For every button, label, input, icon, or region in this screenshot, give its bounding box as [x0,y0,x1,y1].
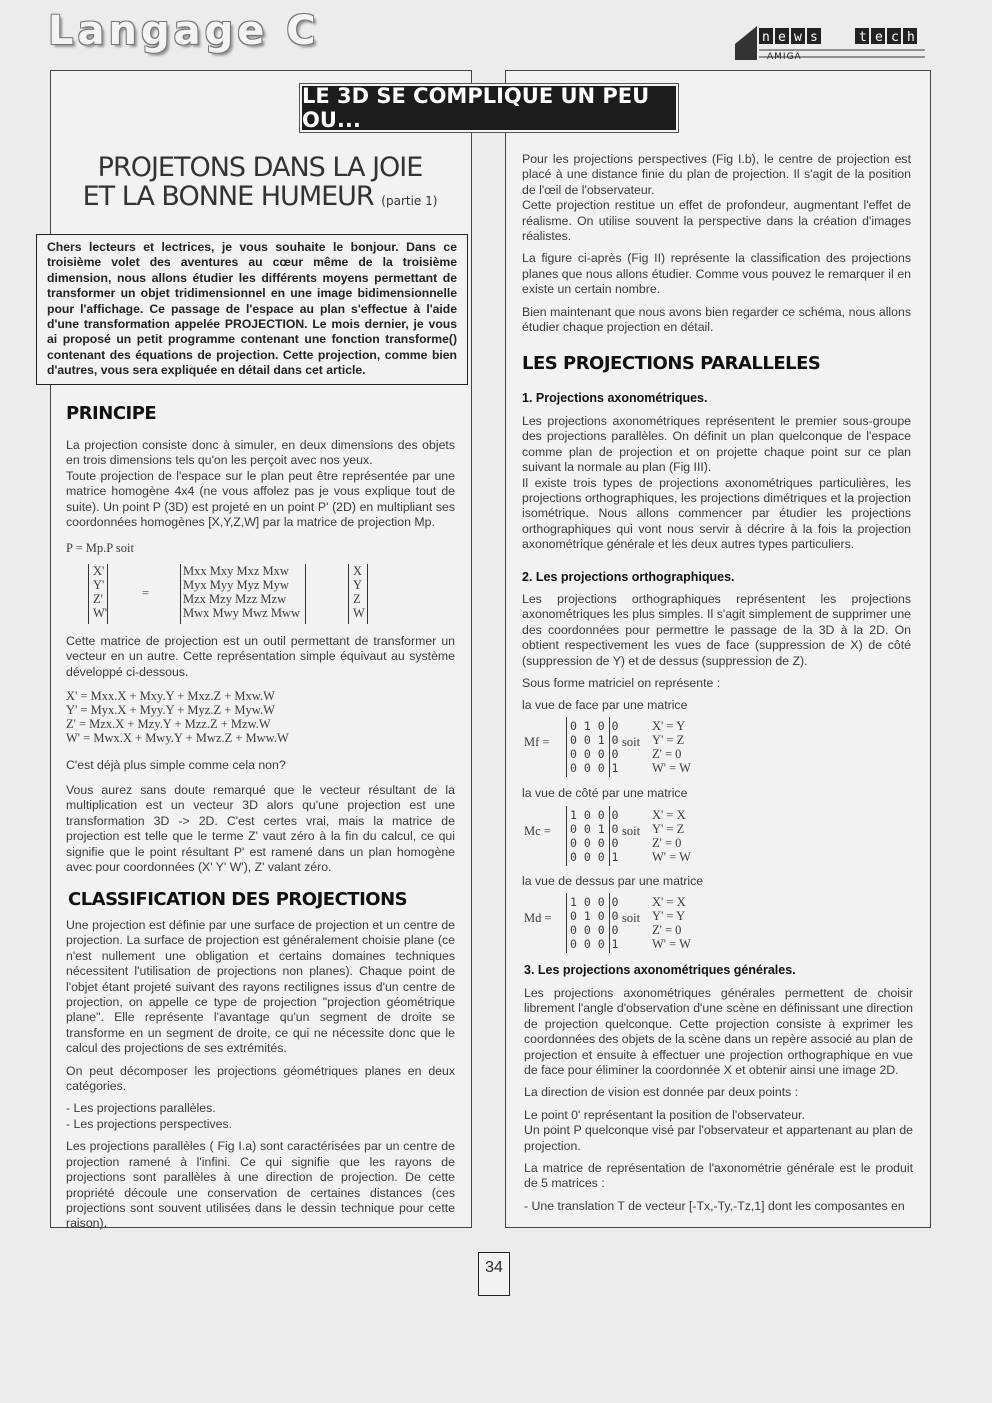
general-axonometric-text [524,986,913,1221]
paragraph: Bien maintenant que nous avons bien regarder ce schéma, nous allons étudier chaque projection en détail. [522,304,911,335]
matrix-name [524,911,552,925]
matrix-label: Mc [524,824,541,838]
svg-text:e: e [875,30,883,45]
equation: Z' = 0 [652,747,682,761]
matrix-label: Md [524,911,542,925]
matrix-row: 0 0 1 0 [570,733,619,747]
classification-text [66,918,455,1239]
matrix-mc-values [570,808,618,864]
news-tech-logo [735,22,925,62]
heading-parallel: LES PROJECTIONS PARALLELES [522,353,821,374]
paragraph: Le point 0' représentant la position de l'observateur. [524,1107,805,1122]
svg-text:c: c [891,30,899,45]
paragraph: Les projections parallèles ( Fig I.a) sont caractérisées par un centre de projection ramené à l'infini. Ce qui signifie que les rayons de projections sont parallèles à une direction de projection. De cette propriété découle une conservation de certaines distances (ces projections sont souvent utilisées dans le dessin technique pour cette raison). [66,1139,455,1231]
right-intro-text [522,152,911,342]
title-line-1: PROJETONS DANS LA JOIE [97,152,423,183]
article-title [60,153,460,216]
top-view-label: la vue de dessus par une matrice [522,874,704,888]
matrix-row: 0 0 1 0 [570,822,619,836]
equation: Z' = Mzx.X + Mzy.Y + Mzz.Z + Mzw.W [66,717,271,731]
soit-label: soit [622,911,641,925]
svg-text:s: s [810,30,818,45]
equation: Y' = Y [652,909,686,923]
vec-cell: W' [93,606,108,620]
matrix-row: Myx Myy Myz Myw [183,578,289,592]
paragraph: Un point P quelconque visé par l'observateur et appartenant au plan de projection. [524,1123,913,1153]
equation: W' = W [652,761,691,775]
equals-sign: = [543,824,551,838]
side-view-label: la vue de côté par une matrice [522,786,688,800]
matrix-row: 0 0 0 1 [570,761,619,775]
equation: Z' = 0 [652,836,682,850]
title-part: (partie 1) [381,194,438,208]
heading-principe: PRINCIPE [66,403,157,424]
paragraph: Il existe trois types de projections axonométriques particulières, les projections orthographiques, les projections dimétriques et la projection isométrique. Nous allons commencer par étudier les projections orthographiques qui vont nous servir à décrire à la fois la projection axonométrique générale et les deux autres types particuliers. [522,475,911,552]
principe-text-1 [66,438,455,537]
axonometric-text [522,414,911,560]
paragraph: Sous forme matriciel on représente : [522,676,721,691]
md-equations [652,895,691,951]
equation: X' = Mxx.X + Mxy.Y + Mxz.Z + Mxw.W [66,689,275,703]
vec-cell: Z [353,592,361,606]
vec-cell: W [353,606,365,620]
heading-classification: CLASSIFICATION DES PROJECTIONS [68,889,408,910]
matrix-row: 0 0 0 0 [570,836,619,850]
equation: W' = W [652,850,691,864]
matrix-row: Mxx Mxy Mxz Mxw [183,564,289,578]
svg-text:e: e [778,30,786,45]
list-item: - Les projections parallèles. [66,1101,216,1116]
orthographic-text [522,592,911,721]
equation: W' = Mwx.X + Mwy.Y + Mwz.Z + Mww.W [66,731,289,745]
list-item: - Les projections perspectives. [66,1116,233,1131]
matrix-name [524,824,551,838]
matrix-row: 0 0 0 0 [570,923,619,937]
page-number: 34 [478,1252,510,1296]
vector-left-values [93,564,107,620]
mf-equations [652,719,691,775]
mc-equations [652,808,691,864]
equation: Z' = 0 [652,923,682,937]
matrix-row: 0 0 0 1 [570,937,619,951]
matrix-mf-values [570,719,618,775]
svg-text:h: h [907,30,915,45]
equation: Y' = Myx.X + Myy.Y + Myz.Z + Myw.W [66,703,275,717]
equation: Y' = Z [652,733,685,747]
matrix-name [524,735,549,749]
paragraph: Pour les projections perspectives (Fig I.b), le centre de projection est placé à une distance finie du plan de projection. Il s'agit de la position de l'œil de l'observateur. [522,152,911,197]
matrix-label: Mf [524,735,540,749]
matrix-row: Mzx Mzy Mzz Mzw [183,592,287,606]
principe-text-2: Cette matrice de projection est un outil permettant de transformer un vecteur en un autre. Cette représentation simple équivaut au système développé ci-dessous. [66,634,455,679]
formula-p: P = Mp.P soit [66,541,134,555]
paragraph: La direction de vision est donnée par deux points : [524,1085,799,1100]
heading-axonometric: 1. Projections axonométriques. [522,391,708,405]
matrix-row: 1 0 0 0 [570,808,619,822]
matrix-row: 0 0 0 1 [570,850,619,864]
principe-text-3: C'est déjà plus simple comme cela non? [66,758,286,772]
equals-sign: = [544,911,552,925]
equation: W' = W [652,937,691,951]
paragraph: Les projections axonométriques représentent le premier sous-groupe des projections parallèles. On définit un plan quelconque de l'espace comme plan de projection et on projette chaque point sur ce plan suivant la normale au plan (Fig III). [522,414,911,475]
svg-text:w: w [794,30,802,45]
equals-sign: = [542,735,550,749]
svg-text:t: t [859,30,867,45]
soit-label: soit [622,735,641,749]
equation: Y' = Z [652,822,685,836]
equation: X' = X [652,808,686,822]
principe-text-4: Vous aurez sans doute remarqué que le vecteur résultant de la multiplication est un vecteur 3D alors qu'une projection est une transformation 3D -> 2D. C'est certes vrai, mais la matrice de projection est telle que le terme Z' vaut zéro à la fin du calcul, ce qui signifie que le point résultant P' est ramené dans un plan homogène avec pour coordonnées (X' Y' W'), Z' valant zéro. [66,783,455,875]
section-title: Langage C [48,8,320,54]
svg-text:AMIGA: AMIGA [767,52,802,62]
equation: X' = Y [652,719,686,733]
matrix-md-values [570,895,618,951]
matrix-mp-values [183,564,300,620]
matrix-row: Mwx Mwy Mwz Mww [183,606,301,620]
paragraph: Cette projection restitue un effet de profondeur, augmentant l'effet de réalisme. On utilise souvent la perspective dans la création d'images réalistes. [522,198,911,244]
paragraph: La matrice de représentation de l'axonométrie générale est le produit de 5 matrices : [524,1161,913,1191]
equation: X' = X [652,895,686,909]
system-equations [66,689,289,745]
matrix-row: 0 1 0 0 [570,719,619,733]
paragraph: La figure ci-après (Fig II) représente la classification des projections planes que nous allons étudier. Comme vous pouvez le remarquer il en existe un certain nombre. [522,251,911,297]
matrix-row: 0 0 0 0 [570,747,619,761]
article-banner: LE 3D SE COMPLIQUE UN PEU OU... [302,86,676,130]
vec-cell: Y [353,578,363,592]
vec-cell: X' [93,564,105,578]
heading-orthographic: 2. Les projections orthographiques. [522,570,735,584]
svg-text:n: n [762,30,770,45]
vec-cell: Y' [93,578,105,592]
vec-cell: X [353,564,363,578]
vec-cell: Z' [93,592,103,606]
vector-right-values [353,564,365,620]
paragraph: Les projections orthographiques représentent les projections axonométriques les plus simples. Il s'agit simplement de supprimer une des coordonnées pour permettre le passage de la 3D à la 2D. On obtient respectivement les vues de face (suppression de X) de côté (suppression de Y) et de dessus (suppression de Z). [522,592,911,668]
paragraph: la vue de face par une matrice [522,698,688,713]
equals-sign: = [142,586,150,600]
heading-general-axonometric: 3. Les projections axonométriques générales. [524,963,796,977]
paragraph: Les projections axonométriques générales permettent de choisir librement l'angle d'observation d'une scène en définissant une direction de projection quelconque. Cette projection consiste à exprimer les coordonnées des objets de la scène dans un repère associé au plan de projection et ensuite à effectuer une projection orthographique en vue de face pour éliminer la coordonnée X et obtenir ainsi une image 2D. [524,986,913,1078]
paragraph: Toute projection de l'espace sur le plan peut être représentée par une matrice homogène 4x4 (ne vous affolez pas je vous explique tout de suite). Un point P (3D) est projeté en un point P' (2D) en multipliant ses coordonnées homogènes [X,Y,Z,W] par la matrice de projection Mp. [66,468,455,530]
soit-label: soit [622,824,641,838]
paragraph: On peut décomposer les projections géométriques planes en deux catégories. [66,1063,455,1094]
intro-box: Chers lecteurs et lectrices, je vous souhaite le bonjour. Dans ce troisième volet des aventures au cœur même de la troisième dimension, nous allons étudier les différents moyens permettant de transformer un objet tridimensionnel en une image bidimensionnelle pour l'affichage. Ce passage de l'espace au plan s'effectue à l'aide d'une transformation appelée PROJECTION. Le mois dernier, je vous ai proposé un petit programme contenant une fonction transforme() contenant des équations de projection. Cette projection, comme bien d'autres, vous sera expliquée en détail dans cet article. [36,234,468,385]
matrix-row: 0 1 0 0 [570,909,619,923]
matrix-row: 1 0 0 0 [570,895,619,909]
title-line-2: ET LA BONNE HUMEUR [82,181,374,212]
paragraph: Une projection est définie par une surface de projection et un centre de projection. La surface de projection est généralement choisie plane (ce n'est nullement une obligation et certains domaines techniques nécessitent l'utilisation de projections non planes). Chaque point de l'objet étant projeté suivant des rayons rectilignes issus d'un centre de projection, on appelle ce type de projection "projection géométrique plane". Elle représente l'avantage qu'un segment de droite se transforme en un segment de droite, ce qui ne nécessite donc que le calcul des projections de ses extrémités. [66,918,455,1056]
paragraph: - Une translation T de vecteur [-Tx,-Ty,-Tz,1] dont les composantes en [524,1198,905,1213]
paragraph: La projection consiste donc à simuler, en deux dimensions des objets en trois dimensions tels qu'on les perçoit avec nos yeux. [66,438,455,468]
